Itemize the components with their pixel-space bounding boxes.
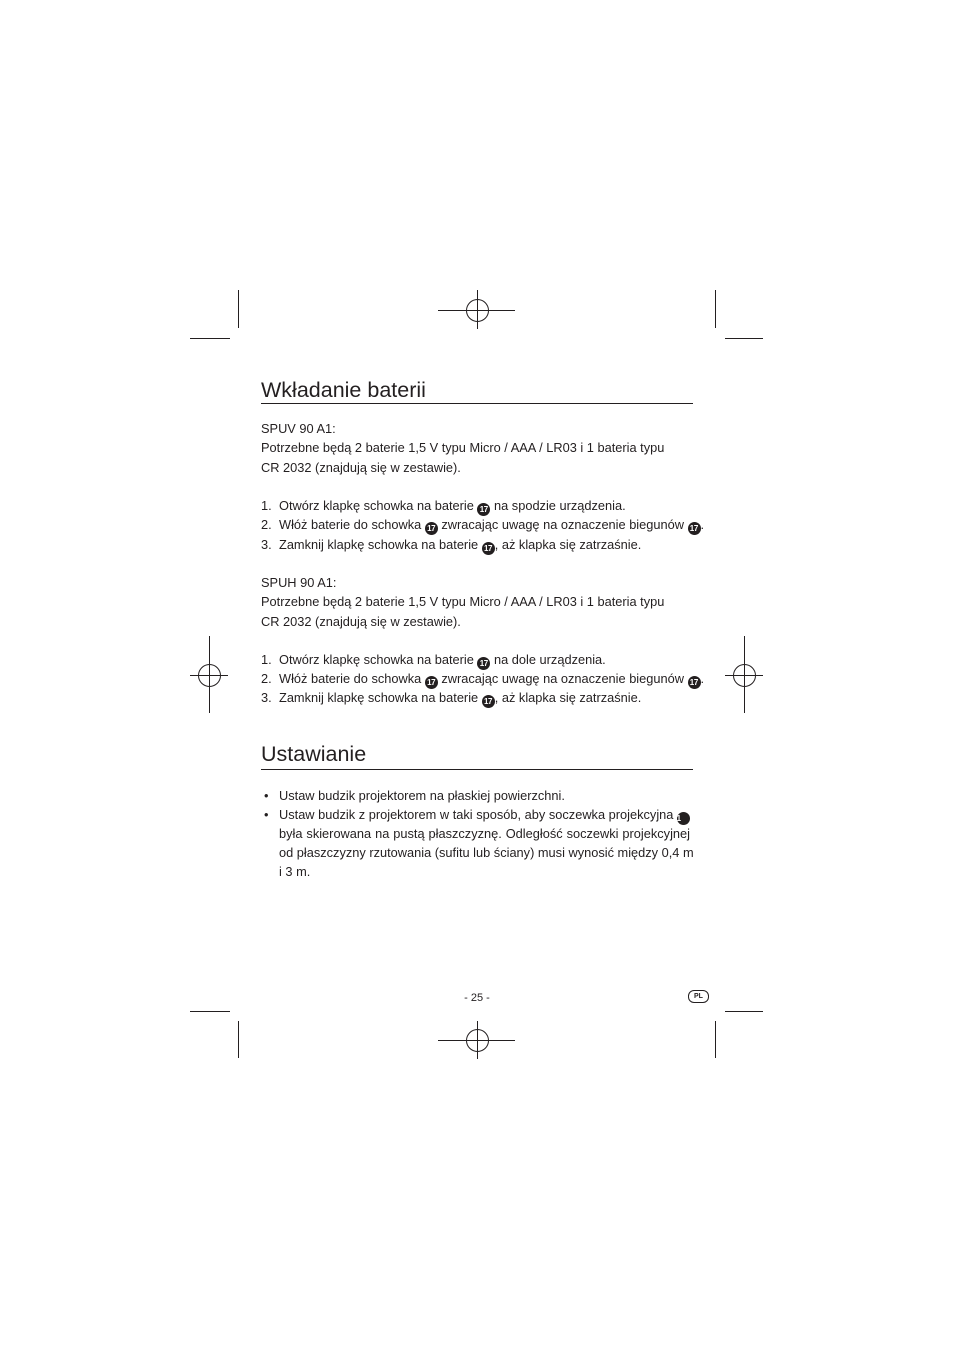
bullet-text-line [279,826,690,842]
part-number-marker: 17 [482,542,495,555]
section-heading-setup: Ustawianie [261,742,367,766]
requirement-line: Potrzebne będą 2 baterie 1,5 V typu Micro / AAA / LR03 i 1 bateria typu [261,440,665,455]
part-number-marker: 17 [477,657,490,670]
step-text-segment: . [700,671,705,686]
requirement-line: CR 2032 (znajdują się w zestawie). [261,614,461,629]
step-text [279,652,606,670]
crop-mark-top-left [190,290,239,339]
registration-mark-left [190,636,228,713]
requirement-line: CR 2032 (znajdują się w zestawie). [261,460,461,475]
model-label-spuv: SPUV 90 A1: [261,421,336,436]
bullet-text-segment: od płaszczyzny rzutowania (sufitu lub ściany) musi wynosić między 0,4 m [279,845,694,860]
step-text [279,690,641,708]
registration-mark-top [438,290,515,329]
step-text-segment: , aż klapka się zatrzaśnie. [494,690,642,705]
step-text-segment: Otwórz klapkę schowka na baterie [279,498,474,513]
part-number-marker: 17 [477,503,490,516]
step-text-segment: . [700,517,705,532]
crop-mark-top-right [716,290,764,339]
bullet-text-justified [279,807,690,825]
step-number: 3. [261,537,272,552]
requirement-line: Potrzebne będą 2 baterie 1,5 V typu Micro / AAA / LR03 i 1 bateria typu [261,594,665,609]
part-number-marker: 17 [688,522,701,535]
registration-mark-bottom [438,1021,515,1059]
step-number: 3. [261,690,272,705]
registration-mark-right [725,636,763,713]
bullet-text: Ustaw budzik projektorem na płaskiej powierzchni. [279,788,565,803]
model-label-spuh: SPUH 90 A1: [261,575,337,590]
heading-underline [261,403,693,404]
bullet-text-line [279,845,694,861]
bullet-text-line: i 3 m. [279,864,311,879]
page-number: - 25 - [464,992,490,1004]
language-badge: PL [688,990,709,1003]
step-text-segment: Zamknij klapkę schowka na baterie [279,537,479,552]
step-text-segment: Otwórz klapkę schowka na baterie [279,652,474,667]
step-number: 1. [261,498,272,513]
crop-mark-bottom-right [716,1012,764,1059]
part-number-marker: 17 [482,695,495,708]
step-text-segment: , aż klapka się zatrzaśnie. [494,537,642,552]
step-text-segment: zwracając uwagę na oznaczenie biegunów [441,517,684,532]
part-number-marker: 1 [677,812,690,825]
crop-mark-bottom-left [190,1012,239,1059]
bullet-text-segment: Ustaw budzik z projektorem w taki sposób, aby soczewka projekcyjna [279,807,674,822]
step-text [279,537,641,555]
step-text [279,517,704,535]
step-number: 2. [261,517,272,532]
step-number: 1. [261,652,272,667]
bullet-text-segment: była skierowana na pustą płaszczyznę. Odległość soczewki projekcyjnej [279,826,690,841]
step-text [279,671,704,689]
step-text-segment: na spodzie urządzenia. [494,498,626,513]
bullet-symbol: • [264,807,269,822]
step-text-segment: Zamknij klapkę schowka na baterie [279,690,479,705]
section-heading-battery-insertion: Wkładanie baterii [261,378,426,402]
step-text-segment: Włóż baterie do schowka [279,671,422,686]
part-number-marker: 17 [425,522,438,535]
heading-underline [261,769,693,770]
bullet-text-line [279,807,690,823]
part-number-marker: 17 [425,676,438,689]
step-text [279,498,626,516]
bullet-symbol: • [264,788,269,803]
step-text-segment: Włóż baterie do schowka [279,517,422,532]
step-number: 2. [261,671,272,686]
part-number-marker: 17 [688,676,701,689]
step-text-segment: na dole urządzenia. [494,652,606,667]
step-text-segment: zwracając uwagę na oznaczenie biegunów [441,671,684,686]
